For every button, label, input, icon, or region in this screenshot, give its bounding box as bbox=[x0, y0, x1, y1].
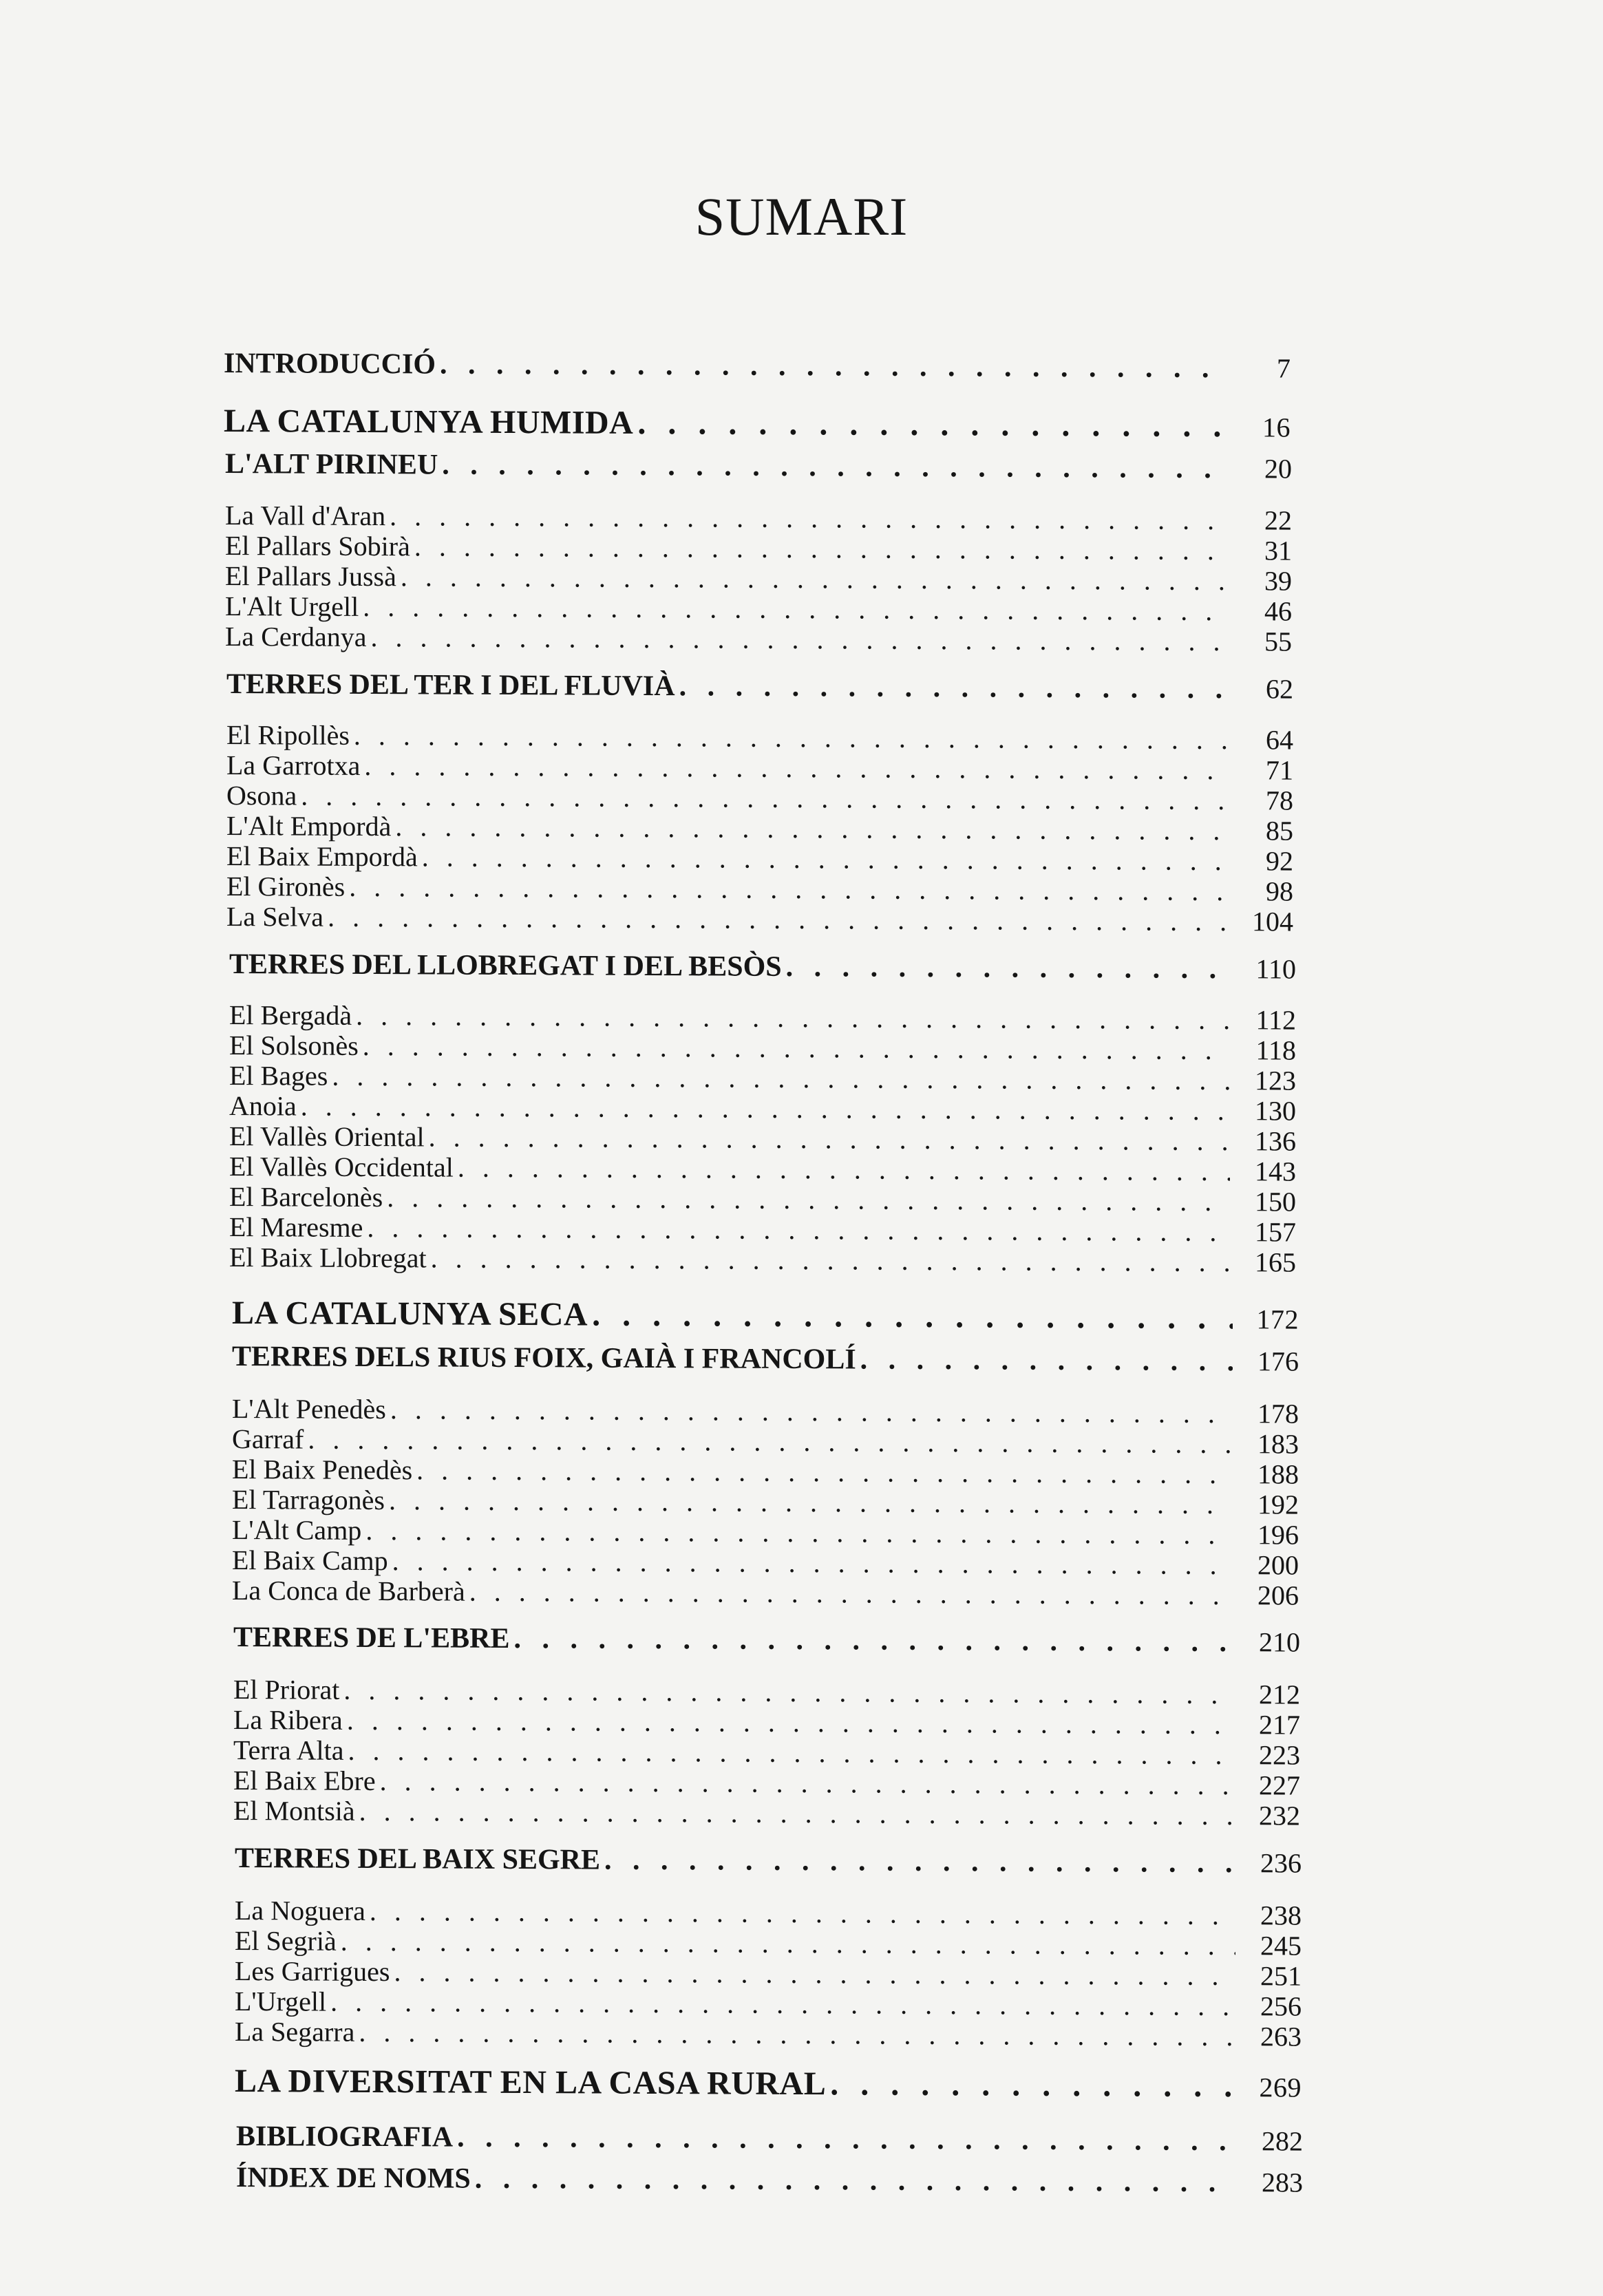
toc-label: Garraf bbox=[232, 1423, 304, 1455]
toc-label: Anoia bbox=[229, 1090, 297, 1122]
toc-label: El Pallars Sobirà bbox=[225, 530, 410, 562]
toc-label: L'Alt Urgell bbox=[225, 591, 359, 622]
toc-page: 283 bbox=[1262, 2167, 1303, 2198]
toc-page: 236 bbox=[1260, 1847, 1302, 1879]
toc-label: El Baix Ebre bbox=[233, 1765, 376, 1797]
toc-page: 55 bbox=[1264, 626, 1292, 657]
toc-label: La Garrotxa bbox=[226, 750, 361, 781]
toc-label: LA CATALUNYA SECA bbox=[232, 1295, 588, 1333]
toc-label: La Cerdanya bbox=[225, 621, 367, 653]
toc-page: 212 bbox=[1259, 1679, 1300, 1710]
toc-label: Les Garrigues bbox=[235, 1955, 390, 1988]
toc-catalunya-humida bbox=[224, 402, 1291, 445]
toc-page: 85 bbox=[1266, 815, 1293, 847]
toc-label: La Noguera bbox=[235, 1895, 365, 1926]
toc-page: 16 bbox=[1262, 412, 1291, 443]
toc-item bbox=[235, 2015, 1302, 2053]
toc-label: La Selva bbox=[226, 901, 324, 933]
toc-page: 269 bbox=[1259, 2072, 1302, 2103]
toc-item bbox=[226, 900, 1293, 938]
toc-introduccio bbox=[224, 347, 1291, 385]
toc-label: L'ALT PIRINEU bbox=[225, 448, 438, 481]
toc-label: El Bages bbox=[229, 1060, 328, 1092]
toc-page: 210 bbox=[1259, 1626, 1300, 1658]
toc-page: 98 bbox=[1266, 875, 1293, 907]
toc-page: 110 bbox=[1255, 953, 1296, 985]
toc-ter-fluvia bbox=[226, 668, 1293, 706]
toc-page: 7 bbox=[1277, 352, 1291, 384]
toc-label: TERRES DEL BAIX SEGRE bbox=[235, 1842, 601, 1876]
toc-label: L'Urgell bbox=[235, 1986, 327, 2017]
toc-page: 176 bbox=[1257, 1346, 1299, 1377]
toc-label: El Maresme bbox=[229, 1211, 363, 1243]
toc-label: El Baix Camp bbox=[232, 1544, 388, 1577]
toc-bibliografia bbox=[236, 2120, 1303, 2158]
toc-label: TERRES DE L'EBRE bbox=[233, 1622, 510, 1655]
toc-page: 227 bbox=[1259, 1769, 1300, 1801]
toc-label: El Baix Llobregat bbox=[229, 1242, 427, 1274]
toc-label: El Tarragonès bbox=[232, 1484, 385, 1516]
toc-page: 62 bbox=[1266, 673, 1293, 705]
toc-label: TERRES DEL TER I DEL FLUVIÀ bbox=[226, 668, 675, 703]
toc-foix-gaia-francoli bbox=[232, 1340, 1299, 1379]
toc-page: 165 bbox=[1255, 1246, 1296, 1278]
toc-page: 178 bbox=[1257, 1398, 1299, 1429]
toc-label: El Priorat bbox=[233, 1674, 340, 1705]
toc-page: 263 bbox=[1260, 2021, 1302, 2052]
toc-label: La Ribera bbox=[233, 1704, 343, 1736]
toc-item bbox=[232, 1574, 1299, 1612]
toc-page: 20 bbox=[1264, 453, 1292, 485]
toc-label: TERRES DELS RIUS FOIX, GAIÀ I FRANCOLÍ bbox=[232, 1341, 856, 1376]
toc-page: 143 bbox=[1255, 1156, 1296, 1187]
toc-label: ÍNDEX DE NOMS bbox=[236, 2162, 471, 2195]
toc-page: 130 bbox=[1255, 1095, 1296, 1127]
toc-page: 104 bbox=[1252, 906, 1293, 937]
toc-page: 282 bbox=[1262, 2125, 1303, 2157]
toc-page: 136 bbox=[1255, 1125, 1296, 1157]
toc-page: 157 bbox=[1255, 1216, 1296, 1248]
toc-page: 112 bbox=[1255, 1004, 1296, 1036]
toc-label: TERRES DEL LLOBREGAT I DEL BESÒS bbox=[229, 948, 782, 983]
toc-page: 183 bbox=[1257, 1428, 1299, 1460]
toc-page: 223 bbox=[1259, 1739, 1300, 1771]
toc-page: 39 bbox=[1264, 565, 1292, 597]
toc-baix-segre bbox=[235, 1842, 1302, 1880]
toc-page: 64 bbox=[1266, 724, 1293, 756]
toc-label: L'Alt Empordà bbox=[226, 810, 392, 842]
toc-label: El Ripollès bbox=[226, 719, 350, 751]
toc-page: 31 bbox=[1264, 535, 1292, 566]
toc-label: La Vall d'Aran bbox=[225, 500, 386, 532]
toc-label: L'Alt Camp bbox=[232, 1514, 362, 1546]
toc-page: 71 bbox=[1266, 754, 1293, 786]
toc-label: El Gironès bbox=[226, 871, 346, 902]
toc-page: 192 bbox=[1257, 1489, 1299, 1520]
toc-page: 92 bbox=[1266, 845, 1293, 877]
toc-llobregat-besos bbox=[229, 948, 1296, 986]
toc-page: 245 bbox=[1260, 1930, 1302, 1962]
toc-item bbox=[225, 620, 1292, 658]
toc-label: El Barcelonès bbox=[229, 1181, 383, 1213]
toc-page: 251 bbox=[1260, 1960, 1302, 1992]
toc-index-noms bbox=[236, 2161, 1303, 2200]
toc-page: 78 bbox=[1266, 785, 1293, 816]
toc-label: La Segarra bbox=[235, 2016, 355, 2048]
toc-item bbox=[229, 1241, 1296, 1279]
toc-label: El Baix Penedès bbox=[232, 1454, 413, 1486]
toc-label: El Montsià bbox=[233, 1795, 355, 1827]
toc-page: 206 bbox=[1257, 1580, 1299, 1611]
toc-page: 172 bbox=[1256, 1304, 1299, 1335]
toc-label: El Solsonès bbox=[229, 1030, 359, 1061]
toc-label: Osona bbox=[226, 780, 297, 811]
toc-page: 238 bbox=[1260, 1900, 1302, 1931]
toc-label: El Segrià bbox=[235, 1925, 337, 1957]
toc-label: La Conca de Barberà bbox=[232, 1575, 465, 1607]
toc-label: El Baix Empordà bbox=[226, 840, 418, 873]
toc-catalunya-seca bbox=[232, 1294, 1299, 1337]
toc-page: 22 bbox=[1264, 504, 1292, 536]
toc-label: El Pallars Jussà bbox=[225, 560, 396, 593]
toc-ebre bbox=[233, 1621, 1300, 1659]
toc-page: 217 bbox=[1259, 1709, 1300, 1741]
toc-page: 188 bbox=[1257, 1458, 1299, 1490]
toc-label: El Bergadà bbox=[229, 999, 352, 1031]
toc-label: INTRODUCCIÓ bbox=[224, 348, 436, 381]
toc-label: L'Alt Penedès bbox=[232, 1393, 386, 1425]
toc-label: El Vallès Occidental bbox=[229, 1151, 454, 1183]
toc-label: BIBLIOGRAFIA bbox=[236, 2120, 454, 2154]
toc-label: Terra Alta bbox=[233, 1734, 344, 1766]
page-title: SUMARI bbox=[694, 187, 909, 246]
toc-page: 232 bbox=[1259, 1800, 1300, 1831]
toc-page: 200 bbox=[1257, 1549, 1299, 1581]
toc-label: LA CATALUNYA HUMIDA bbox=[224, 403, 634, 441]
toc-diversitat bbox=[235, 2062, 1302, 2105]
toc-page: 256 bbox=[1260, 1990, 1302, 2022]
toc-page: 46 bbox=[1264, 595, 1292, 627]
toc-page: 123 bbox=[1255, 1065, 1296, 1096]
toc-page: 118 bbox=[1255, 1034, 1296, 1066]
toc-label: LA DIVERSITAT EN LA CASA RURAL bbox=[235, 2063, 827, 2103]
toc-label: El Vallès Oriental bbox=[229, 1120, 425, 1153]
toc-page: 150 bbox=[1255, 1186, 1296, 1218]
toc-item bbox=[233, 1794, 1300, 1832]
toc-page: 196 bbox=[1257, 1519, 1299, 1551]
toc-alt-pirineu bbox=[225, 447, 1292, 486]
